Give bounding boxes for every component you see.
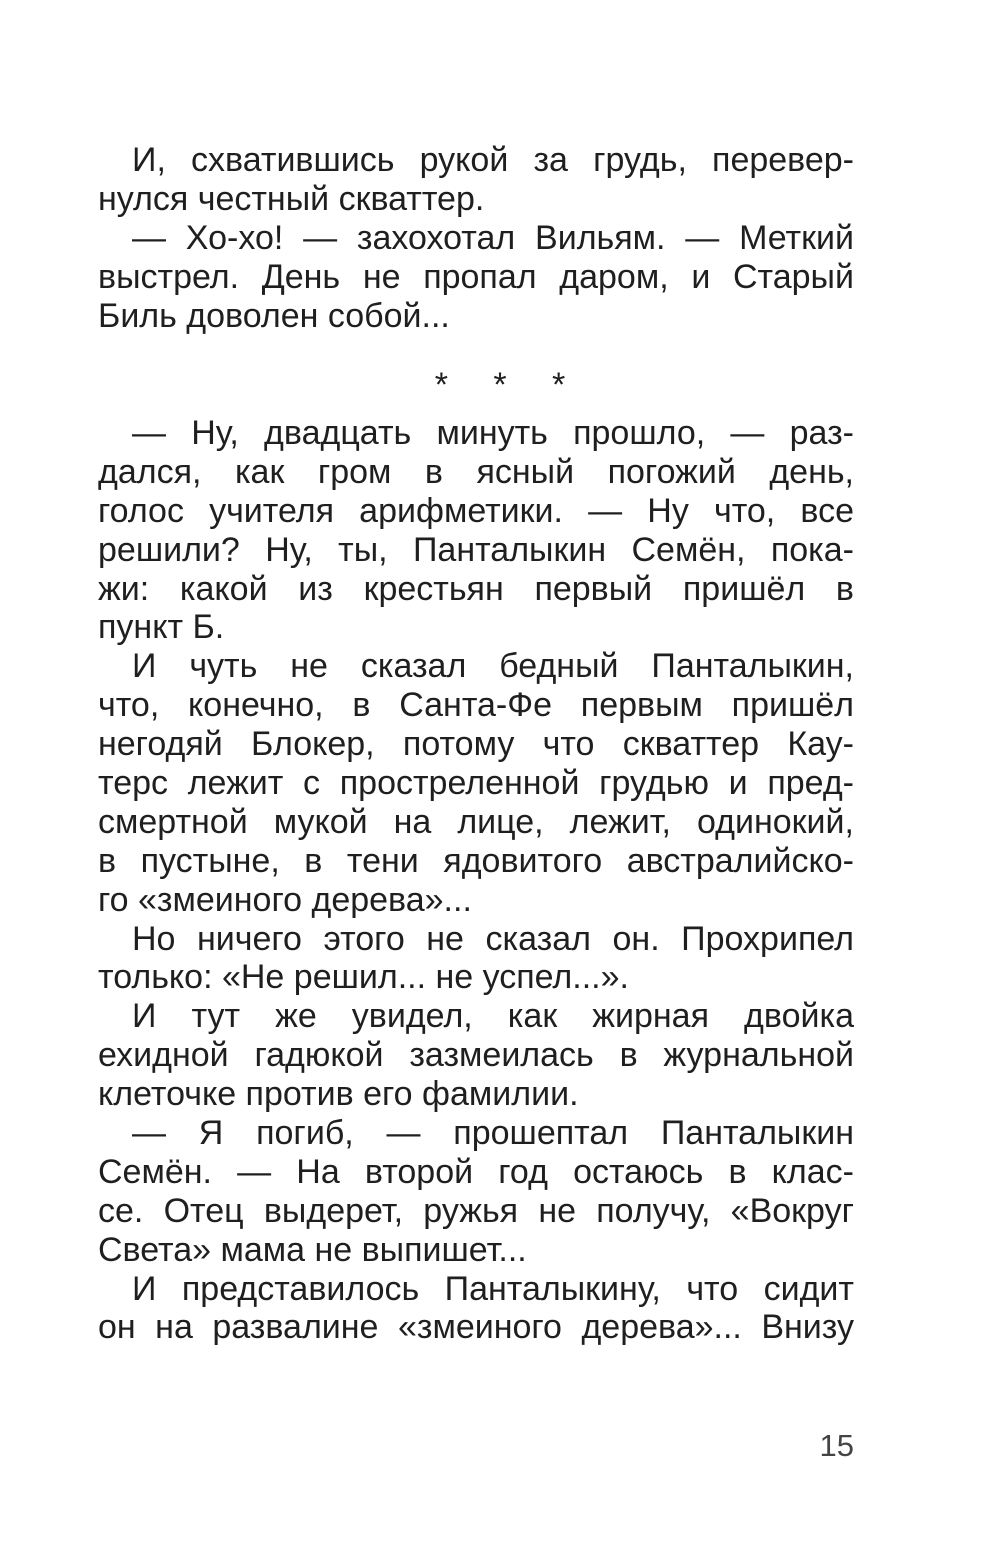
text-line: терс лежит с простреленной грудью и пред-: [98, 764, 854, 803]
text-line: — Я погиб, — прошептал Панталыкин: [132, 1114, 854, 1153]
text-line: И представилось Панталыкину, что сидит: [132, 1269, 854, 1308]
text-line: И тут же увидел, как жирная двойка: [132, 997, 854, 1036]
text-line: ехидной гадюкой зазмеилась в журнальной: [98, 1036, 854, 1075]
text-line: только: «Не решил... не успел...».: [98, 958, 629, 997]
text-line: Биль доволен собой...: [98, 296, 450, 335]
text-line: негодяй Блокер, потому что скваттер Кау-: [98, 725, 854, 764]
text-line: пункт Б.: [98, 608, 225, 647]
text-block-main: [98, 414, 854, 1347]
text-line: И чуть не сказал бедный Панталыкин,: [132, 647, 854, 686]
text-line: Семён. — На второй год остаюсь в клас-: [98, 1152, 854, 1191]
page-number: 15: [819, 1428, 854, 1463]
text-line: И, схватившись рукой за грудь, перевер-: [132, 141, 854, 179]
text-line: нулся честный скваттер.: [98, 179, 485, 218]
text-block-top: [98, 141, 854, 335]
text-line: решили? Ну, ты, Панталыкин Семён, пока-: [98, 530, 854, 569]
text-line: Света» мама не выпишет...: [98, 1230, 527, 1269]
text-line: он на развалине «змеиного дерева»... Внизу: [98, 1308, 854, 1347]
text-line: в пустыне, в тени ядовитого австралийско-: [98, 841, 854, 880]
text-line: что, конечно, в Санта-Фе первым пришёл: [98, 686, 854, 725]
text-line: Но ничего этого не сказал он. Прохрипел: [132, 919, 854, 958]
text-line: го «змеиного дерева»...: [98, 880, 472, 919]
text-line: — Ну, двадцать минуть прошло, — раз-: [132, 414, 854, 452]
text-line: дался, как гром в ясный погожий день,: [98, 452, 854, 491]
text-line: жи: какой из крестьян первый пришёл в: [98, 569, 854, 608]
text-line: выстрел. День не пропал даром, и Старый: [98, 257, 854, 296]
text-line: — Хо-хо! — захохотал Вильям. — Меткий: [132, 218, 854, 257]
text-line: голос учителя арифметики. — Ну что, все: [98, 491, 854, 530]
text-line: клеточке против его фамилии.: [98, 1075, 579, 1114]
text-line: се. Отец выдерет, ружья не получу, «Вокруг: [98, 1191, 854, 1230]
section-separator: * * *: [434, 366, 584, 404]
text-line: смертной мукой на лице, лежит, одинокий,: [98, 802, 854, 841]
